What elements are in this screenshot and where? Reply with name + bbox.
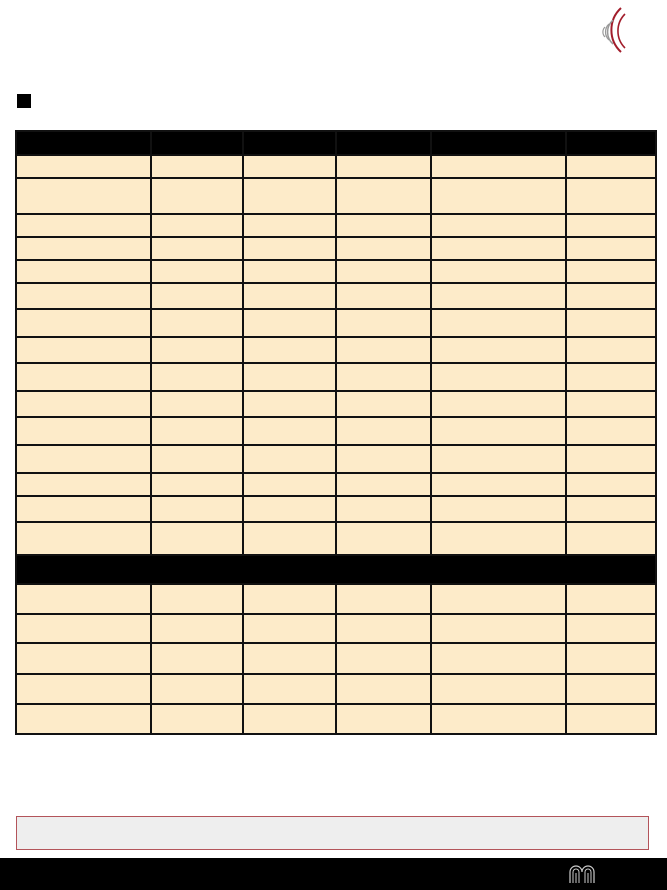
- section-header-row: [16, 555, 656, 584]
- column-header-open-to: [336, 131, 431, 155]
- location-cell: [151, 260, 243, 283]
- time-cell: [566, 178, 656, 214]
- time-cell: [566, 614, 656, 643]
- year-group-cell: [243, 178, 336, 214]
- bullet-square-icon: [17, 94, 31, 108]
- table-row: [16, 337, 656, 363]
- year-group-cell: [243, 391, 336, 417]
- open-to-cell: [336, 522, 431, 555]
- open-to-cell: [336, 337, 431, 363]
- club-name-cell: [16, 214, 151, 237]
- location-cell: [151, 704, 243, 734]
- time-cell: [566, 391, 656, 417]
- table-row: [16, 155, 656, 178]
- time-cell: [566, 496, 656, 522]
- year-group-cell: [243, 614, 336, 643]
- club-name-cell: [16, 363, 151, 391]
- open-to-cell: [336, 309, 431, 337]
- year-group-cell: [243, 214, 336, 237]
- table-row: [16, 178, 656, 214]
- club-name-cell: [16, 522, 151, 555]
- table-row: [16, 674, 656, 704]
- open-to-cell: [336, 417, 431, 445]
- club-leader-cell: [431, 674, 566, 704]
- year-group-cell: [243, 309, 336, 337]
- time-cell: [566, 417, 656, 445]
- column-header-time: [566, 131, 656, 155]
- year-group-cell: [243, 643, 336, 674]
- time-cell: [566, 309, 656, 337]
- table-row: [16, 704, 656, 734]
- year-group-cell: [243, 283, 336, 309]
- club-name-cell: [16, 155, 151, 178]
- year-group-cell: [243, 260, 336, 283]
- time-cell: [566, 260, 656, 283]
- club-name-cell: [16, 178, 151, 214]
- year-group-cell: [243, 473, 336, 496]
- table-row: [16, 643, 656, 674]
- open-to-cell: [336, 155, 431, 178]
- minerva-arches-icon: [568, 863, 596, 883]
- column-header-location: [151, 131, 243, 155]
- time-cell: [566, 155, 656, 178]
- open-to-cell: [336, 496, 431, 522]
- table-row: [16, 473, 656, 496]
- time-cell: [566, 643, 656, 674]
- club-leader-cell: [431, 496, 566, 522]
- time-cell: [566, 283, 656, 309]
- location-cell: [151, 522, 243, 555]
- year-group-cell: [243, 704, 336, 734]
- section-title: [16, 555, 656, 584]
- club-name-cell: [16, 260, 151, 283]
- year-group-cell: [243, 522, 336, 555]
- club-name-cell: [16, 309, 151, 337]
- club-leader-cell: [431, 178, 566, 214]
- open-to-cell: [336, 584, 431, 614]
- table-row: [16, 417, 656, 445]
- column-header-club-name: [16, 131, 151, 155]
- open-to-cell: [336, 445, 431, 473]
- club-leader-cell: [431, 417, 566, 445]
- clubs-table: [15, 130, 657, 735]
- year-group-cell: [243, 337, 336, 363]
- time-cell: [566, 237, 656, 260]
- club-leader-cell: [431, 643, 566, 674]
- club-name-cell: [16, 337, 151, 363]
- year-group-cell: [243, 155, 336, 178]
- club-leader-cell: [431, 445, 566, 473]
- club-name-cell: [16, 674, 151, 704]
- open-to-cell: [336, 178, 431, 214]
- location-cell: [151, 496, 243, 522]
- table-row: [16, 391, 656, 417]
- year-group-cell: [243, 445, 336, 473]
- column-header-year-group: [243, 131, 336, 155]
- club-name-cell: [16, 283, 151, 309]
- open-to-cell: [336, 704, 431, 734]
- sound-wave-arcs-icon: [591, 4, 641, 54]
- table-row: [16, 584, 656, 614]
- time-cell: [566, 522, 656, 555]
- table-row: [16, 363, 656, 391]
- time-cell: [566, 704, 656, 734]
- location-cell: [151, 363, 243, 391]
- club-name-cell: [16, 391, 151, 417]
- table-row: [16, 522, 656, 555]
- location-cell: [151, 237, 243, 260]
- table-row: [16, 214, 656, 237]
- open-to-cell: [336, 391, 431, 417]
- open-to-cell: [336, 363, 431, 391]
- day-heading: [17, 94, 40, 108]
- year-group-cell: [243, 417, 336, 445]
- year-group-cell: [243, 674, 336, 704]
- club-leader-cell: [431, 614, 566, 643]
- location-cell: [151, 473, 243, 496]
- location-cell: [151, 337, 243, 363]
- open-to-cell: [336, 643, 431, 674]
- year-group-cell: [243, 584, 336, 614]
- footer-bar: [0, 858, 667, 890]
- notice-box: [16, 816, 649, 850]
- location-cell: [151, 178, 243, 214]
- club-name-cell: [16, 473, 151, 496]
- club-name-cell: [16, 417, 151, 445]
- club-leader-cell: [431, 260, 566, 283]
- open-to-cell: [336, 260, 431, 283]
- trust-logo: [568, 863, 600, 883]
- open-to-cell: [336, 473, 431, 496]
- table-row: [16, 496, 656, 522]
- club-name-cell: [16, 614, 151, 643]
- location-cell: [151, 584, 243, 614]
- club-name-cell: [16, 584, 151, 614]
- time-cell: [566, 214, 656, 237]
- open-to-cell: [336, 674, 431, 704]
- club-name-cell: [16, 237, 151, 260]
- club-leader-cell: [431, 584, 566, 614]
- table-row: [16, 260, 656, 283]
- location-cell: [151, 214, 243, 237]
- year-group-cell: [243, 496, 336, 522]
- location-cell: [151, 674, 243, 704]
- location-cell: [151, 309, 243, 337]
- club-name-cell: [16, 496, 151, 522]
- location-cell: [151, 283, 243, 309]
- club-leader-cell: [431, 309, 566, 337]
- location-cell: [151, 643, 243, 674]
- club-name-cell: [16, 445, 151, 473]
- club-leader-cell: [431, 363, 566, 391]
- club-leader-cell: [431, 214, 566, 237]
- table-row: [16, 283, 656, 309]
- location-cell: [151, 417, 243, 445]
- location-cell: [151, 155, 243, 178]
- school-logo: [578, 4, 654, 94]
- time-cell: [566, 337, 656, 363]
- time-cell: [566, 584, 656, 614]
- open-to-cell: [336, 614, 431, 643]
- club-leader-cell: [431, 391, 566, 417]
- club-leader-cell: [431, 155, 566, 178]
- time-cell: [566, 363, 656, 391]
- table-header-row: [16, 131, 656, 155]
- location-cell: [151, 614, 243, 643]
- year-group-cell: [243, 363, 336, 391]
- location-cell: [151, 391, 243, 417]
- club-leader-cell: [431, 237, 566, 260]
- open-to-cell: [336, 237, 431, 260]
- table-row: [16, 614, 656, 643]
- location-cell: [151, 445, 243, 473]
- club-leader-cell: [431, 704, 566, 734]
- column-header-club-leaders: [431, 131, 566, 155]
- club-leader-cell: [431, 337, 566, 363]
- club-leader-cell: [431, 473, 566, 496]
- open-to-cell: [336, 283, 431, 309]
- year-group-cell: [243, 237, 336, 260]
- open-to-cell: [336, 214, 431, 237]
- club-name-cell: [16, 704, 151, 734]
- club-name-cell: [16, 643, 151, 674]
- table-row: [16, 445, 656, 473]
- table-row: [16, 237, 656, 260]
- club-leader-cell: [431, 283, 566, 309]
- club-leader-cell: [431, 522, 566, 555]
- table-row: [16, 309, 656, 337]
- time-cell: [566, 445, 656, 473]
- time-cell: [566, 473, 656, 496]
- time-cell: [566, 674, 656, 704]
